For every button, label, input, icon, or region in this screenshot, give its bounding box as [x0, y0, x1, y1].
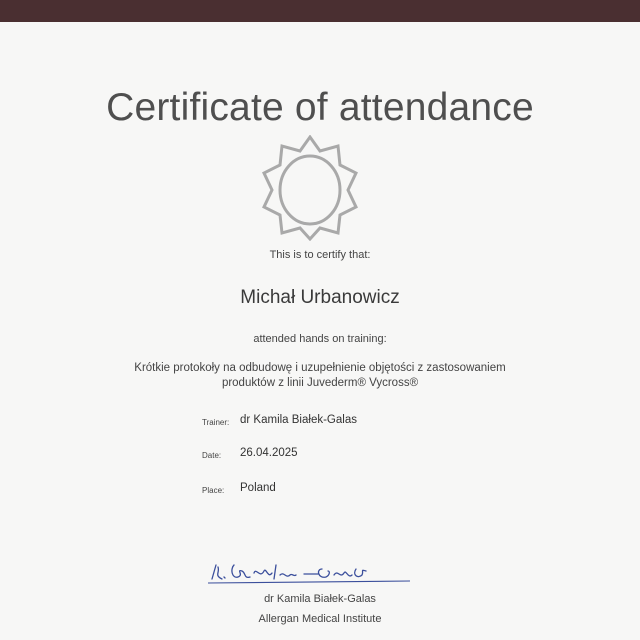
course-title-line-1: Krótkie protokoły na odbudowę i uzupełnienie objętości z zastosowaniem	[134, 362, 506, 374]
course-title	[100, 361, 540, 391]
place-value: Poland	[240, 482, 276, 494]
certify-text: This is to certify that:	[269, 249, 371, 261]
signature-underline	[208, 581, 410, 583]
course-title-line-2: produktów z linii Juvederm® Vycross®	[221, 377, 419, 389]
trainer-label: Trainer:	[202, 418, 230, 427]
signatory-name: dr Kamila Białek-Galas	[264, 593, 376, 605]
date-value: 26.04.2025	[240, 447, 298, 459]
seal-ring	[280, 156, 340, 224]
trainer-value: dr Kamila Białek-Galas	[240, 414, 357, 426]
signatory-org: Allergan Medical Institute	[258, 613, 382, 625]
attended-text: attended hands on training:	[253, 333, 387, 345]
recipient-name: Michał Urbanowicz	[240, 287, 400, 308]
signature-scribble	[212, 565, 366, 579]
date-label: Date:	[202, 451, 222, 460]
certificate-title: Certificate of attendance	[106, 86, 534, 129]
seal-icon	[262, 135, 358, 241]
top-band	[0, 0, 640, 22]
place-label: Place:	[202, 486, 225, 495]
signature-icon	[206, 557, 412, 587]
